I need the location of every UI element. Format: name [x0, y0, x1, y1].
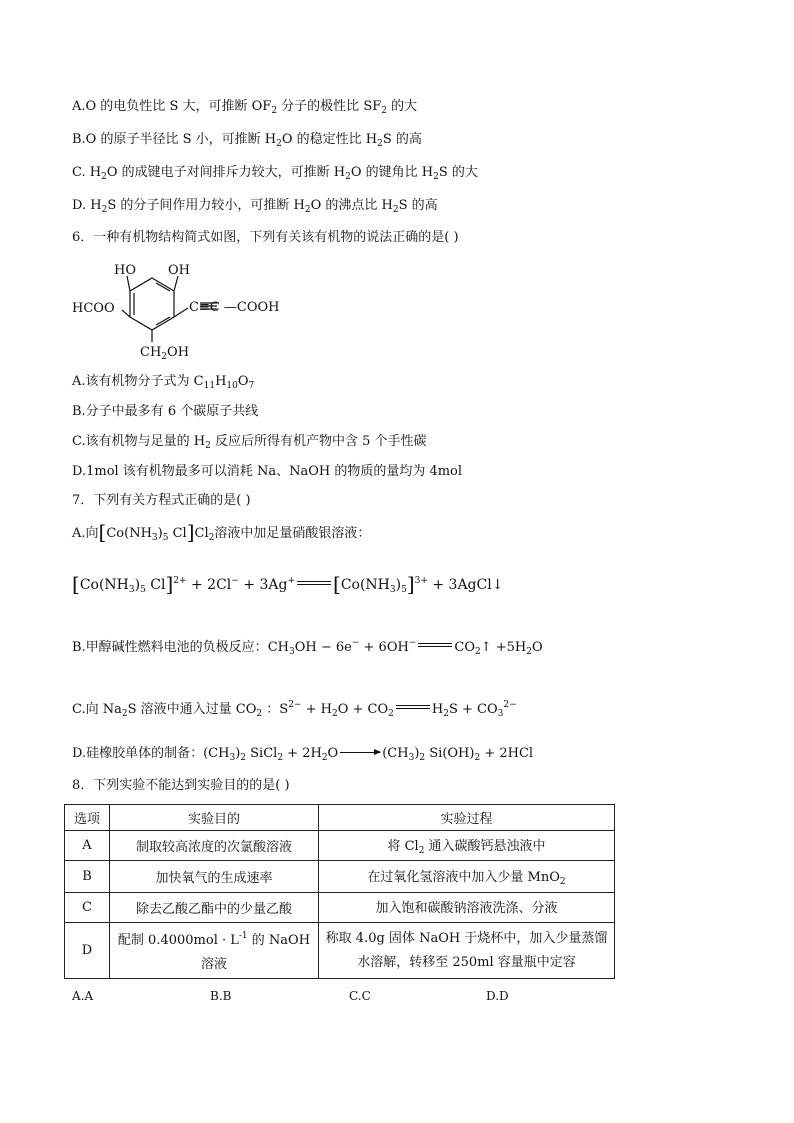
formula-h: H	[193, 434, 206, 449]
subscript: 2	[418, 846, 425, 856]
formula-c: C	[193, 374, 204, 389]
choice-b[interactable]: B.B	[210, 989, 232, 1003]
equals-arrow	[396, 705, 430, 709]
superscript: −	[231, 576, 239, 586]
right-bracket: ]	[165, 572, 174, 596]
subscript: 5	[162, 533, 169, 543]
formula-sf2: SF	[363, 99, 382, 114]
subscript: 3	[288, 647, 295, 657]
q7-a-text1: A.向	[72, 526, 99, 541]
header-option: 选项	[65, 805, 110, 831]
q5-d-text2: 的分子间作用力较小，可推断	[116, 198, 294, 213]
left-bracket: [	[98, 520, 107, 544]
subscript: 2	[331, 709, 338, 719]
right-bracket: ]	[406, 572, 415, 596]
subscript: 3	[229, 753, 236, 763]
formula-tail: O	[106, 165, 118, 180]
subscript: 5	[401, 585, 407, 595]
table-row	[65, 831, 615, 861]
q6-option-d: D.1mol 该有机物最多可以消耗 Na、NaOH 的物质的量均为 4mol	[72, 464, 463, 479]
formula-tail: O	[281, 132, 293, 147]
eq-term: + 3AgCl↓	[427, 577, 504, 593]
formula-complex: Co(NH	[106, 526, 152, 541]
subscript: 2	[419, 753, 426, 763]
q7-option-b	[72, 632, 543, 663]
eq-term: + H	[301, 702, 332, 717]
ch2oh-label: $CH_2OH$	[140, 345, 190, 362]
process-text: 在过氧化氢溶液中加入少量 MnO	[367, 870, 560, 885]
subscript: 2	[433, 172, 439, 182]
alkyne-chain-label: C≡C —COOH	[189, 300, 280, 315]
formula-sioh: Si(OH)	[425, 746, 475, 761]
q7-d-text: D.硅橡胶单体的制备：	[72, 746, 204, 761]
formula-tail: O	[350, 165, 362, 180]
q5-d-text4: 的高	[407, 198, 438, 213]
subscript: 2	[526, 647, 532, 657]
formula-h: H	[421, 165, 434, 180]
q5-a-text2: 分子的极性比	[277, 99, 364, 114]
subscript: 2	[276, 139, 282, 149]
q7-c-text2: 溶液中通入过量	[136, 702, 236, 717]
subscript: 2	[240, 753, 246, 763]
subscript: 2	[377, 139, 383, 149]
process-line: 称取 4.0g 固体 NaOH 于烧杯中，加入少量蒸馏	[325, 930, 608, 946]
q5-c-text4: 的大	[447, 165, 478, 180]
formula-tail: S	[438, 165, 448, 180]
subscript: 3	[128, 585, 135, 595]
q5-c-text1: C.	[72, 165, 90, 180]
subscript: 2	[474, 647, 481, 657]
formula-tail: S	[107, 198, 117, 213]
left-bracket: [	[72, 572, 80, 596]
eq-term: + 3Ag	[238, 577, 288, 593]
formula-ch3: (CH	[203, 746, 230, 761]
table-row	[65, 893, 615, 923]
superscript: −	[408, 638, 417, 648]
formula-tail: )	[414, 746, 420, 761]
eq-term: + 2H	[283, 746, 322, 761]
eq-term: + 6OH	[359, 640, 409, 655]
q6-option-c	[72, 433, 427, 455]
formula-h: H	[264, 132, 277, 147]
subscript: 2	[304, 205, 311, 215]
superscript: −	[351, 638, 360, 648]
formula-h: H	[365, 132, 378, 147]
formula-ch3oh: CH	[267, 640, 289, 655]
table-row	[65, 923, 615, 979]
eq-term: ↑ +5H	[480, 640, 527, 655]
subscript: 2	[205, 441, 211, 451]
equals-arrow	[418, 643, 452, 647]
cell-process	[319, 861, 615, 893]
right-arrow	[340, 752, 380, 753]
eq-term: S + CO	[448, 702, 498, 717]
eq-term: + 2HCl	[480, 746, 534, 761]
q7-a-text2: 溶液中加足量硝酸银溶液：	[214, 526, 371, 541]
q5-c-text3: 的键角比	[361, 165, 422, 180]
q5-b-text1: B.O 的原子半径比 S 小，可推断	[72, 132, 265, 147]
formula-tail: )	[395, 577, 402, 593]
q5-a-text1: A.O 的电负性比 S 大，可推断	[72, 99, 252, 114]
q6-a-text: A.该有机物分子式为	[72, 374, 194, 389]
cell-process	[319, 831, 615, 861]
subscript: 3	[408, 753, 415, 763]
cell-goal: 除去乙酸乙酯中的少量乙酸	[110, 893, 319, 923]
eq-term: OH − 6e	[294, 640, 352, 655]
subscript: 2	[277, 753, 284, 763]
header-process: 实验过程	[319, 805, 615, 831]
q7-c-text1: C.向	[72, 702, 103, 717]
superscript: 2+	[173, 576, 187, 586]
subscript: 2	[101, 172, 107, 182]
formula-na2s: Na	[102, 702, 122, 717]
q5-option-a	[72, 98, 417, 120]
q5-b-text3: 的高	[391, 132, 422, 147]
formula-co2: CO	[454, 640, 475, 655]
subscript: 2	[101, 205, 108, 215]
formula-tail: S	[382, 132, 392, 147]
goal-line	[114, 924, 314, 953]
process-text: 加入饱和碳酸钠溶液洗涤、分液	[375, 901, 558, 916]
superscript: 2−	[288, 700, 302, 710]
formula-h: H	[90, 198, 102, 213]
subscript: 2	[271, 106, 278, 116]
q6-c-text1: C.该有机物与足量的	[72, 434, 194, 449]
formula-cl: Cl	[145, 577, 166, 593]
subscript: 2	[381, 106, 387, 116]
subscript: 3	[151, 533, 158, 543]
formula-o: O	[237, 374, 249, 389]
goal-line: 溶液	[200, 957, 227, 972]
choice-c[interactable]: C.C	[349, 989, 371, 1003]
subscript: 2	[121, 709, 128, 719]
choice-d[interactable]: D.D	[486, 989, 509, 1003]
subscript: 2	[345, 172, 351, 182]
q5-a-text3: 的大	[386, 99, 418, 114]
formula-tail: S	[398, 198, 408, 213]
cell-process	[319, 893, 615, 923]
formula-cl: Cl	[168, 526, 187, 541]
left-bracket: [	[333, 572, 341, 596]
equals-arrow	[297, 581, 331, 585]
cell-goal	[110, 923, 319, 979]
q5-d-text1: D.	[72, 198, 91, 213]
subscript: 7	[248, 381, 255, 391]
colon: ：	[262, 702, 280, 717]
subscript: 10	[226, 381, 238, 391]
subscript: 11	[203, 381, 216, 391]
formula-complex: Co(NH	[79, 577, 129, 593]
formula-s: S	[279, 702, 289, 717]
q7-option-d	[72, 743, 533, 769]
formula-tail: S	[127, 702, 137, 717]
subscript: 5	[140, 585, 146, 595]
cell-goal: 制取较高浓度的次氯酸溶液	[110, 831, 319, 861]
formula-tail: O	[327, 746, 339, 761]
q6-option-b: B.分子中最多有 6 个碳原子共线	[72, 404, 259, 419]
q5-option-b	[72, 131, 422, 153]
formula-h: H	[381, 198, 393, 213]
superscript: +	[287, 576, 295, 586]
q7-option-c	[72, 694, 517, 725]
formula-ch3: (CH	[382, 746, 409, 761]
q5-option-d	[72, 197, 438, 219]
subscript: 2	[388, 709, 394, 719]
q6-stem: 6．一种有机物结构简式如图，下列有关该有机物的说法正确的是( )	[72, 230, 459, 245]
formula-h: H	[333, 165, 346, 180]
formula-tail: )	[235, 746, 241, 761]
cell-option: C	[65, 893, 110, 923]
cell-process	[319, 923, 615, 979]
goal-text: 配制 0.4000mol · L	[117, 933, 239, 948]
ho-label: HO	[114, 263, 136, 278]
q7-option-a-label	[72, 520, 371, 547]
q5-option-c	[72, 164, 478, 186]
experiment-table	[64, 804, 615, 979]
eq-term: O + CO	[337, 702, 389, 717]
formula-h2s: H	[431, 702, 444, 717]
q8-stem: 8．下列实验不能达到实验目的的是( )	[72, 778, 290, 793]
process-text: 通入碳酸钙悬浊液中	[424, 839, 546, 854]
formula-cl: Cl	[194, 526, 209, 541]
q5-d-text3: 的沸点比	[321, 198, 382, 213]
goal-text: 的 NaOH	[247, 933, 311, 948]
formula-of2: OF	[251, 99, 272, 114]
cell-option: A	[65, 831, 110, 861]
q7-b-text: B.甲醇碱性燃料电池的负极反应：	[72, 640, 268, 655]
q6-option-a	[72, 373, 254, 395]
superscript: 2−	[503, 700, 517, 710]
formula-complex: Co(NH	[340, 577, 390, 593]
cell-goal: 加快氧气的生成速率	[110, 861, 319, 893]
subscript: 3	[497, 709, 504, 719]
q5-b-text2: 的稳定性比	[292, 132, 366, 147]
formula-sicl: SiCl	[246, 746, 278, 761]
table-row	[65, 861, 615, 893]
right-bracket: ]	[186, 520, 195, 544]
subscript: 2	[256, 709, 263, 719]
formula-h: H	[89, 165, 102, 180]
cell-option: B	[65, 861, 110, 893]
subscript: 2	[559, 877, 566, 887]
q5-c-text2: 的成键电子对间排斥力较大，可推断	[117, 165, 334, 180]
formula-tail: )	[134, 577, 141, 593]
header-goal: 实验目的	[110, 805, 319, 831]
superscript: -1	[238, 931, 248, 941]
subscript: 3	[389, 585, 396, 595]
formula-tail: )	[157, 526, 163, 541]
q6-c-text2: 反应后所得有机产物中含 5 个手性碳	[210, 434, 427, 449]
subscript: 2	[474, 753, 481, 763]
formula-tail: O	[531, 640, 543, 655]
process-line: 水溶解，转移至 250ml 容量瓶中定容	[357, 954, 576, 970]
subscript: 2	[392, 205, 399, 215]
formula-tail: O	[310, 198, 322, 213]
subscript: 2	[208, 533, 215, 543]
process-text: 将 Cl	[387, 839, 419, 854]
q7-stem: 7．下列有关方程式正确的是( )	[72, 493, 251, 508]
superscript: 3+	[414, 576, 428, 586]
hcoo-label: HCOO	[72, 301, 115, 316]
formula-co2: CO	[235, 702, 257, 717]
formula-h: H	[293, 198, 305, 213]
structural-formula-diagram	[72, 256, 312, 366]
eq-term: + 2Cl	[186, 577, 232, 593]
subscript: 2	[321, 753, 328, 763]
cell-option: D	[65, 923, 110, 979]
choice-a[interactable]: A.A	[72, 989, 94, 1003]
table-header-row	[65, 805, 615, 831]
subscript: 2	[443, 709, 449, 719]
formula-h: H	[215, 374, 227, 389]
oh-label: OH	[168, 263, 190, 278]
q7-option-a-equation	[72, 570, 503, 601]
